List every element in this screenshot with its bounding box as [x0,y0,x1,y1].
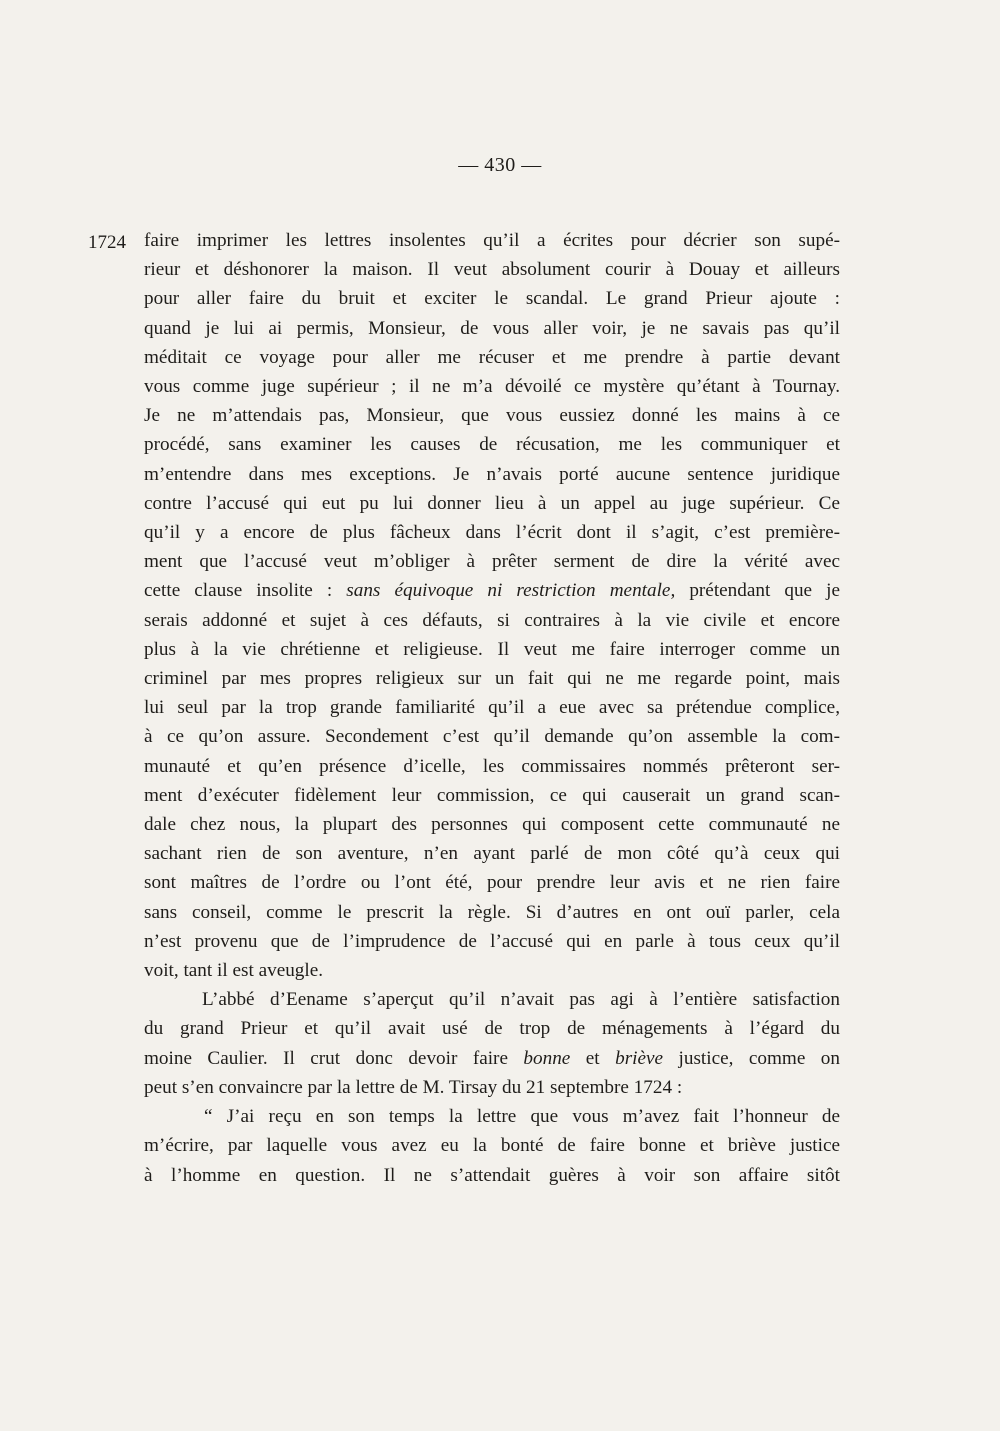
text-line: à l’homme en question. Il ne s’attendait guères à voir son affaire sitôt [144,1164,840,1186]
text-line: lui seul par la trop grande familiarité qu’il a eue avec sa prétendue complice, [144,697,840,719]
text-line: vous comme juge supérieur ; il ne m’a dévoilé ce mystère qu’étant à Tournay. [144,376,840,398]
text-line: pour aller faire du bruit et exciter le scandal. Le grand Prieur ajoute : [144,288,840,310]
text-line: ment d’exécuter fidèlement leur commission, ce qui causerait un grand scan- [144,784,840,806]
text-line: contre l’accusé qui eut pu lui donner lieu à un appel au juge supérieur. Ce [144,492,840,514]
text-segment: cette clause insolite : [144,580,347,602]
text-line: “ J’ai reçu en son temps la lettre que vous m’avez fait l’honneur de [204,1106,840,1128]
text-line: à ce qu’on assure. Secondement c’est qu’il demande qu’on assemble la com- [144,726,840,748]
margin-year: 1724 [88,232,126,253]
text-line: Je ne m’attendais pas, Monsieur, que vous eussiez donné les mains à ce [144,405,840,427]
text-line: sans conseil, comme le prescrit la règle. Si d’autres en ont ouï parler, cela [144,901,840,923]
italic-word: bonne [523,1047,571,1069]
text-line: quand je lui ai permis, Monsieur, de vous aller voir, je ne savais pas qu’il [144,317,840,339]
text-line: rieur et déshonorer la maison. Il veut absolument courir à Douay et ailleurs [144,259,840,281]
italic-phrase: sans équivoque ni restriction mentale, [346,580,676,602]
text-segment: justice, comme on [663,1047,840,1069]
text-line: du grand Prieur et qu’il avait usé de trop de ménagements à l’égard du [144,1018,840,1040]
text-line: criminel par mes propres religieux sur un fait qui ne me regarde point, mais [144,668,840,690]
text-line: serais addonné et sujet à ces défauts, si contraires à la vie civile et encore [144,609,840,631]
text-line: L’abbé d’Eename s’aperçut qu’il n’avait pas agi à l’entière satisfaction [202,989,840,1011]
text-line-with-italic [144,576,840,605]
text-line: m’écrire, par laquelle vous avez eu la bonté de faire bonne et briève justice [144,1135,840,1157]
text-line: plus à la vie chrétienne et religieuse. Il veut me faire interroger comme un [144,638,840,660]
text-line: sachant rien de son aventure, n’en ayant parlé de mon côté qu’à ceux qui [144,843,840,865]
text-line: ment que l’accusé veut m’obliger à prêter serment de dire la vérité avec [144,551,840,573]
text-segment: prétendant que je [675,580,840,602]
text-line: voit, tant il est aveugle. [144,960,324,982]
text-line: peut s’en convaincre par la lettre de M. Tirsay du 21 septembre 1724 : [144,1076,683,1098]
text-segment: et [570,1047,616,1069]
text-line: méditait ce voyage pour aller me récuser et me prendre à partie devant [144,346,840,368]
text-line: qu’il y a encore de plus fâcheux dans l’écrit dont il s’agit, c’est première- [144,522,840,544]
text-line: faire imprimer les lettres insolentes qu’il a écrites pour décrier son supé- [144,230,840,251]
text-line: sont maîtres de l’ordre ou l’ont été, pour prendre leur avis et ne rien faire [144,872,840,894]
italic-word: briève [615,1047,664,1069]
text-line: procédé, sans examiner les causes de récusation, me les communiquer et [144,434,840,456]
text-line: n’est provenu que de l’imprudence de l’accusé qui en parle à tous ceux qu’il [144,930,840,952]
text-line: m’entendre dans mes exceptions. Je n’avais porté aucune sentence juridique [144,463,840,485]
text-line-with-italic [144,1044,840,1073]
text-line: munauté et qu’en présence d’icelle, les commissaires nommés prêteront ser- [144,755,840,777]
page-number: — 430 — [458,154,542,176]
body-text [144,226,840,1190]
text-segment: moine Caulier. Il crut donc devoir faire [144,1047,524,1069]
text-line: dale chez nous, la plupart des personnes qui composent cette communauté ne [144,814,840,836]
